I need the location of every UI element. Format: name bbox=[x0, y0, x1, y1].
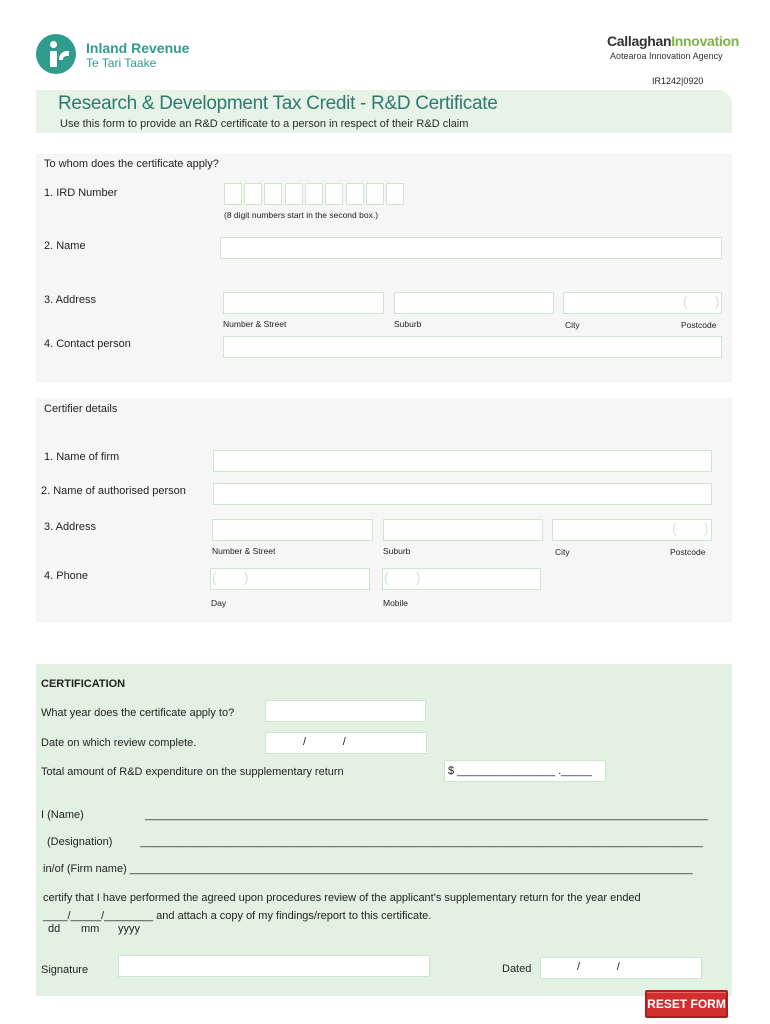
day-caption: Day bbox=[211, 598, 227, 608]
applicant-heading: To whom does the certificate apply? bbox=[44, 158, 219, 170]
city-caption: City bbox=[565, 320, 580, 330]
contact-person-field[interactable] bbox=[223, 336, 722, 358]
ird-digit-box[interactable] bbox=[285, 183, 303, 205]
signature-label: Signature bbox=[41, 964, 89, 976]
mm-caption: mm bbox=[81, 923, 100, 935]
ci-subtitle: Aotearoa Innovation Agency bbox=[610, 51, 723, 61]
total-expenditure-value: $ ________________ ._____ bbox=[448, 765, 592, 777]
designation-line[interactable]: ____________________________________________________________________________________________ bbox=[140, 836, 703, 848]
authorised-person-field[interactable] bbox=[213, 483, 712, 505]
certifier-suburb-field[interactable] bbox=[383, 519, 543, 541]
contact-person-label: 4. Contact person bbox=[44, 338, 131, 350]
ir-maori-name: Te Tari Taake bbox=[86, 56, 157, 70]
ird-digit-box[interactable] bbox=[264, 183, 282, 205]
street-field[interactable] bbox=[223, 292, 384, 314]
total-expenditure-question: Total amount of R&D expenditure on the supplementary return bbox=[41, 766, 344, 778]
ird-digit-box[interactable] bbox=[305, 183, 323, 205]
ird-digit-box[interactable] bbox=[224, 183, 242, 205]
yyyy-caption: yyyy bbox=[118, 923, 140, 935]
year-field[interactable] bbox=[265, 700, 426, 722]
review-date-field[interactable] bbox=[265, 732, 427, 754]
declarant-name-label: I (Name) bbox=[41, 809, 84, 821]
suburb-field[interactable] bbox=[394, 292, 554, 314]
firm-name-field[interactable] bbox=[213, 450, 712, 472]
postcode-bracket: ( ) bbox=[683, 293, 720, 309]
callaghan-logo bbox=[607, 33, 739, 49]
certifier-address-label: 3. Address bbox=[44, 521, 96, 533]
dated-separators: / / bbox=[577, 961, 620, 973]
ird-digit-box[interactable] bbox=[366, 183, 384, 205]
firm-name-label: 1. Name of firm bbox=[44, 451, 120, 463]
dated-label: Dated bbox=[502, 963, 532, 975]
review-date-question: Date on which review complete. bbox=[41, 737, 197, 749]
dd-caption: dd bbox=[48, 923, 61, 935]
certify-text-2: ____/_____/________ and attach a copy of my findings/report to this certificate. bbox=[43, 910, 432, 922]
street-caption: Number & Street bbox=[223, 319, 287, 329]
certifier-street-field[interactable] bbox=[212, 519, 373, 541]
ird-number-label: 1. IRD Number bbox=[44, 187, 118, 199]
phone-label: 4. Phone bbox=[44, 570, 89, 582]
suburb-caption: Suburb bbox=[394, 319, 422, 329]
certifier-heading: Certifier details bbox=[44, 403, 118, 415]
certifier-suburb-caption: Suburb bbox=[383, 546, 411, 556]
inland-revenue-logo-icon bbox=[36, 34, 76, 74]
signature-field[interactable] bbox=[118, 955, 430, 977]
mobile-caption: Mobile bbox=[383, 598, 409, 608]
year-question: What year does the certificate apply to? bbox=[41, 707, 235, 719]
ci-name-b: Innovation bbox=[671, 33, 739, 49]
mobile-phone-bracket: ( ) bbox=[384, 569, 421, 585]
ird-digit-box[interactable] bbox=[386, 183, 404, 205]
certifier-postcode-bracket: ( ) bbox=[672, 520, 709, 536]
firm-name-line[interactable]: in/of (Firm name) ____________________________________________________________________________________________ bbox=[43, 863, 693, 875]
page-subtitle: Use this form to provide an R&D certificate to a person in respect of their R&D claim bbox=[60, 118, 469, 130]
day-phone-bracket: ( ) bbox=[212, 569, 249, 585]
form-code: IR1242|0920 bbox=[652, 76, 704, 86]
ci-name-a: Callaghan bbox=[607, 33, 672, 49]
page-title: Research & Development Tax Credit - R&D Certificate bbox=[58, 93, 498, 114]
certifier-street-caption: Number & Street bbox=[212, 546, 276, 556]
certify-text-1: certify that I have performed the agreed upon procedures review of the applicant's supplementary return for the year ended bbox=[43, 892, 641, 904]
reset-form-button[interactable]: RESET FORM bbox=[645, 990, 728, 1018]
ir-name: Inland Revenue bbox=[86, 40, 190, 56]
dated-field[interactable] bbox=[540, 957, 702, 979]
declarant-name-line[interactable]: ____________________________________________________________________________________________ bbox=[145, 809, 708, 821]
authorised-person-label: 2. Name of authorised person bbox=[41, 485, 186, 497]
designation-label: (Designation) bbox=[47, 836, 113, 848]
ird-digit-box[interactable] bbox=[346, 183, 364, 205]
certifier-postcode-caption: Postcode bbox=[670, 547, 706, 557]
address-label: 3. Address bbox=[44, 294, 96, 306]
ird-digit-box[interactable] bbox=[325, 183, 343, 205]
certifier-city-caption: City bbox=[555, 547, 570, 557]
review-date-separators: / / bbox=[303, 736, 346, 748]
name-label: 2. Name bbox=[44, 240, 86, 252]
applicant-name-field[interactable] bbox=[220, 237, 722, 259]
certification-heading: CERTIFICATION bbox=[41, 678, 126, 690]
ird-hint: (8 digit numbers start in the second box.) bbox=[224, 210, 379, 220]
ird-digit-box[interactable] bbox=[244, 183, 262, 205]
postcode-caption: Postcode bbox=[681, 320, 717, 330]
